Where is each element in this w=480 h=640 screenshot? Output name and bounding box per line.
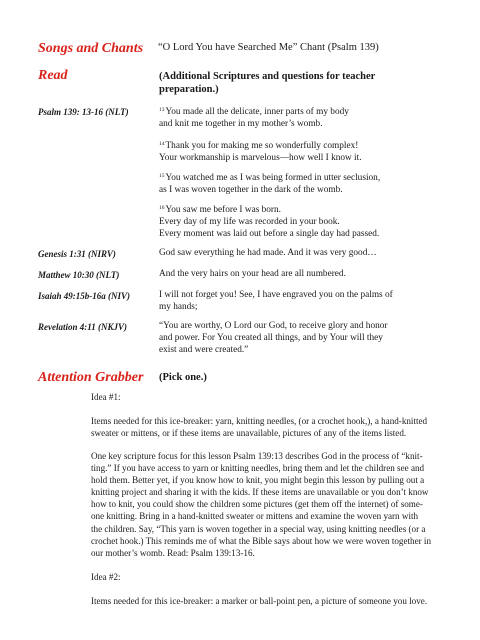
verse-number: 14 <box>159 141 165 147</box>
text-line: Items needed for this ice-breaker: yarn, knitting needles, (or a crochet hook,), a hand-knitted <box>91 416 428 426</box>
attention-heading: Attention Grabber <box>38 370 144 385</box>
psalm-verse-16 <box>159 202 459 240</box>
verse-number: 15 <box>159 173 165 179</box>
verse-line: “You are worthy, O Lord our God, to receive glory and honor <box>159 321 388 331</box>
text-line: hold them. Better yet, if you know how to knit, you might begin this lesson by pulling out a <box>91 475 425 486</box>
idea1-label: Idea #1: <box>91 392 121 402</box>
text-line: knitting project and sharing it with the kids. If these items are unavailable or you don’t know <box>91 487 429 498</box>
psalm-verse-13 <box>159 104 459 130</box>
matthew-ref: Matthew 10:30 (NLT) <box>38 270 120 280</box>
verse-number: 13 <box>159 107 165 113</box>
verse-line: You saw me before I was born. <box>165 205 282 215</box>
songs-heading: Songs and Chants <box>38 41 144 56</box>
revelation-ref: Revelation 4:11 (NKJV) <box>38 322 127 332</box>
verse-line: You made all the delicate, inner parts of my body <box>165 107 349 117</box>
text-line: sweater or mittens, or if these items are unavailable, pictures of any of the items listed. <box>91 428 407 439</box>
text-line: our mother’s womb. Read: Psalm 139:13-16. <box>91 547 255 558</box>
verse-line: and knit me together in my mother’s womb. <box>159 119 323 129</box>
text-line: how to knit, you could show the children some pictures (get them off the internet) of some- <box>91 499 423 510</box>
verse-line: as I was woven together in the dark of the womb. <box>159 185 343 195</box>
verse-line: Your workmanship is marvelous—how well I know it. <box>159 153 362 163</box>
read-note <box>159 70 459 96</box>
verse-line: Every day of my life was recorded in your book. <box>159 217 340 227</box>
verse-line: Every moment was laid out before a single day had passed. <box>159 229 380 239</box>
verse-line: my hands; <box>159 302 198 312</box>
text-line: ting.” If you have access to yarn or knitting needles, bring them and let the children see and <box>91 463 425 474</box>
psalm-verse-15 <box>159 170 459 196</box>
text-line: crochet hook.) This reminds me of what the Bible says about how we were woven together in <box>91 535 432 546</box>
verse-line: exist and were created.” <box>159 345 249 355</box>
genesis-text: God saw everything he had made. And it was very good… <box>159 248 377 258</box>
revelation-text <box>159 320 459 356</box>
isaiah-ref: Isaiah 49:15b-16a (NIV) <box>38 291 131 301</box>
text-line: One key scripture focus for this lesson Psalm 139:13 describes God in the process of “knit- <box>91 451 423 461</box>
songs-text: “O Lord You have Searched Me” Chant (Psalm 139) <box>158 42 379 53</box>
verse-line: I will not forget you! See, I have engraved you on the palms of <box>159 290 393 300</box>
idea1-items <box>91 415 451 439</box>
psalm-ref: Psalm 139: 13-16 (NLT) <box>38 107 129 117</box>
verse-line: You watched me as I was being formed in utter seclusion, <box>165 173 381 183</box>
idea2-items: Items needed for this ice-breaker: a marker or ball-point pen, a picture of someone you love. <box>91 596 428 606</box>
text-line: the children. Say, “This yarn is woven together in a special way, using knitting needles (or a <box>91 523 426 534</box>
read-note-line: (Additional Scriptures and questions for teacher <box>159 71 376 82</box>
verse-line: Thank you for making me so wonderfully complex! <box>165 141 359 151</box>
read-note-line: preparation.) <box>159 84 219 95</box>
verse-number: 16 <box>159 205 165 211</box>
verse-line: and power. For You created all things, and by Your will they <box>159 333 383 343</box>
genesis-ref: Genesis 1:31 (NIRV) <box>38 249 116 259</box>
isaiah-text <box>159 289 459 313</box>
attention-pick-note: (Pick one.) <box>159 372 207 383</box>
text-line: one knitting. Bring in a hand-knitted sweater or mittens and examine the woven yarn with <box>91 511 419 522</box>
matthew-text: And the very hairs on your head are all numbered. <box>159 269 346 279</box>
psalm-verse-14 <box>159 138 459 164</box>
read-heading: Read <box>38 68 68 83</box>
idea2-label: Idea #2: <box>91 572 121 582</box>
idea1-body <box>91 450 451 559</box>
